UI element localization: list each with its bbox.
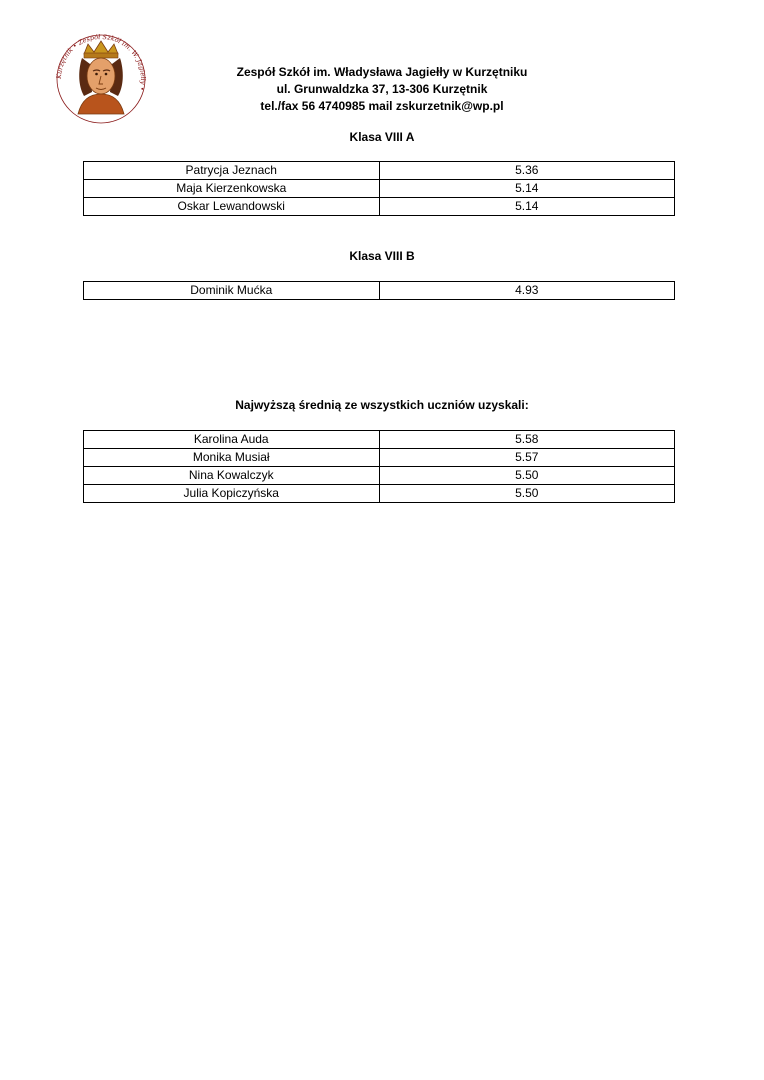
student-average: 4.93 xyxy=(379,282,675,300)
table-row xyxy=(84,449,675,467)
table-row xyxy=(84,180,675,198)
table-row xyxy=(84,467,675,485)
student-name: Oskar Lewandowski xyxy=(84,198,380,216)
school-contact: tel./fax 56 4740985 mail zskurzetnik@wp.pl xyxy=(260,99,504,113)
table-row xyxy=(84,431,675,449)
student-average: 5.57 xyxy=(379,449,675,467)
student-average: 5.50 xyxy=(379,485,675,503)
student-name: Monika Musiał xyxy=(84,449,380,467)
student-name: Julia Kopiczyńska xyxy=(84,485,380,503)
student-name: Nina Kowalczyk xyxy=(84,467,380,485)
grades-table-klasa-viii-a xyxy=(83,161,675,216)
student-name: Maja Kierzenkowska xyxy=(84,180,380,198)
grades-table-top-averages xyxy=(83,430,675,503)
student-average: 5.14 xyxy=(379,180,675,198)
student-average: 5.36 xyxy=(379,162,675,180)
section-title-klasa-viii-b: Klasa VIII B xyxy=(349,249,415,263)
school-address: ul. Grunwaldzka 37, 13-306 Kurzętnik xyxy=(276,82,488,96)
student-average: 5.14 xyxy=(379,198,675,216)
table-row xyxy=(84,162,675,180)
table-row xyxy=(84,198,675,216)
section-title-top-averages: Najwyższą średnią ze wszystkich uczniów uzyskali: xyxy=(235,398,529,412)
table-row xyxy=(84,282,675,300)
school-name: Zespół Szkół im. Władysława Jagiełły w Kurzętniku xyxy=(236,65,528,79)
svg-text:Kurzętnik • Zespół Szkół im. W: Kurzętnik • Zespół Szkół im. W. Jagiełły • xyxy=(54,34,148,92)
section-title-klasa-viii-a: Klasa VIII A xyxy=(349,130,415,144)
grades-table-klasa-viii-b xyxy=(83,281,675,300)
student-average: 5.50 xyxy=(379,467,675,485)
student-name: Dominik Mućka xyxy=(84,282,380,300)
student-name: Patrycja Jeznach xyxy=(84,162,380,180)
table-row xyxy=(84,485,675,503)
student-average: 5.58 xyxy=(379,431,675,449)
school-header xyxy=(0,64,764,115)
student-name: Karolina Auda xyxy=(84,431,380,449)
